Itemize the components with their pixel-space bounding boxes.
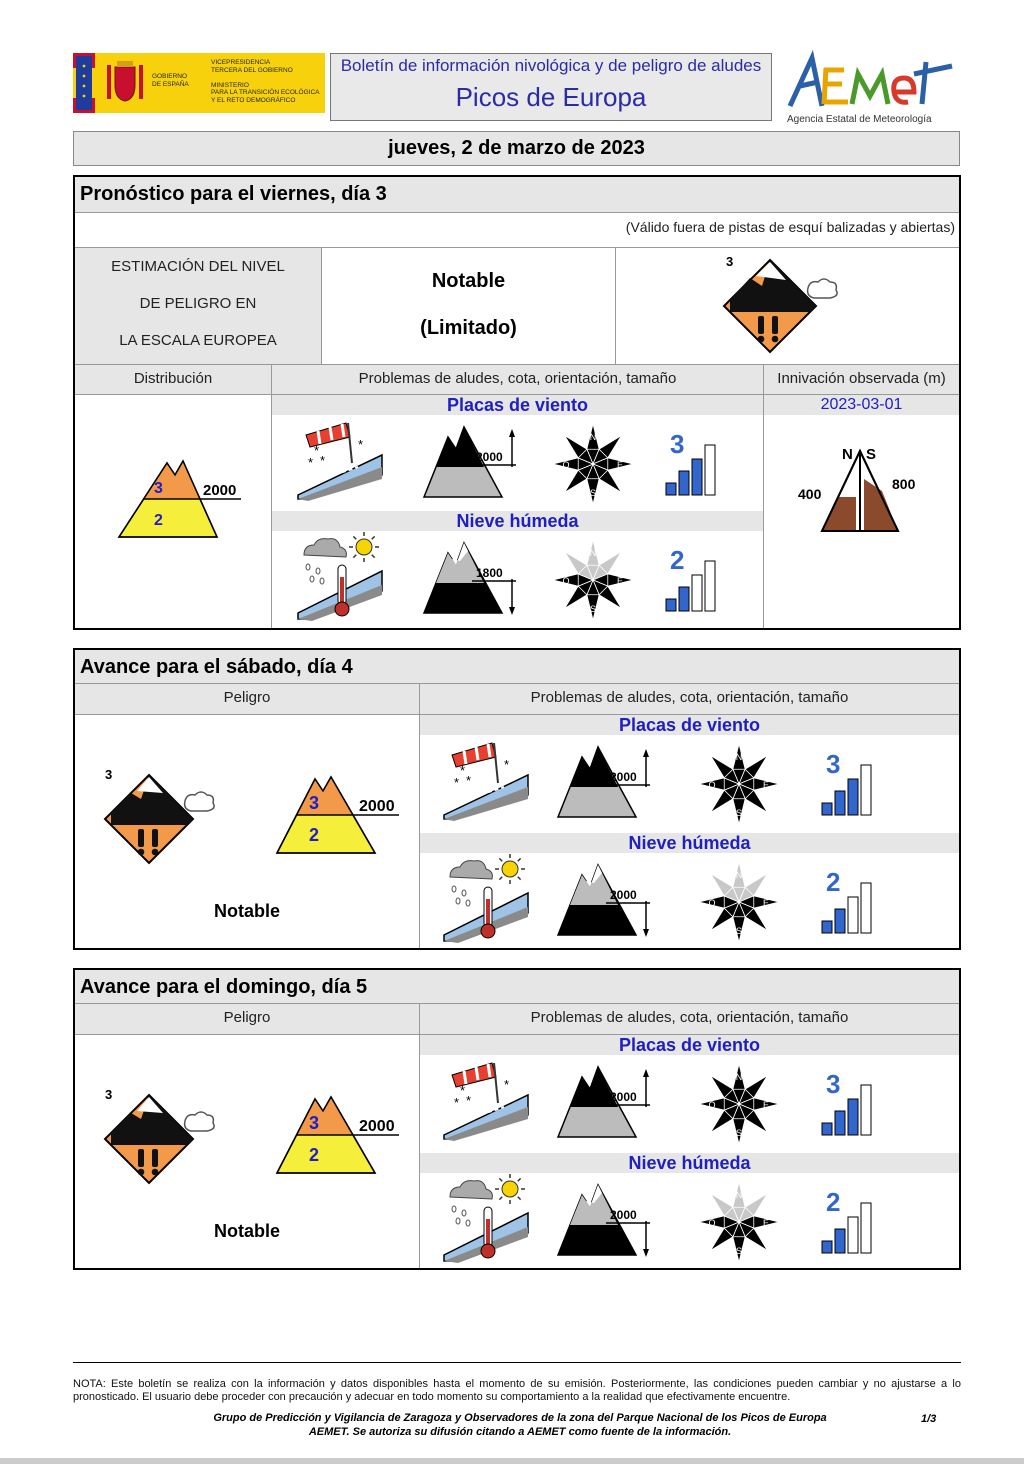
validity-note: (Válido fuera de pistas de esquí balizadas y abiertas)	[625, 219, 955, 235]
altitude-icon	[556, 1061, 652, 1141]
outlook-problems-area	[419, 714, 959, 948]
footer-line-1: Grupo de Predicción y Vigilancia de Zaragoza y Observadores de la zona del Parque Nacional de los Picos de Europa	[213, 1412, 827, 1424]
region-name: Picos de Europa	[455, 82, 647, 112]
svg-text:O: O	[708, 780, 716, 790]
ministry-name: VICEPRESIDENCIA TERCERA DEL GOBIERNO MINISTERIO PARA LA TRANSICIÓN ECOLÓGICA Y EL RETO DEMOGRÁFICO	[211, 59, 320, 104]
aspect-compass-icon	[694, 739, 784, 829]
wind-slab-icon	[444, 739, 534, 819]
svg-text:N: N	[735, 870, 743, 880]
forecast-section	[73, 175, 961, 630]
wind-slab-icon	[298, 419, 388, 499]
estimation-line-3: LA ESCALA EUROPEA	[119, 332, 277, 349]
outlook-sunday-title: Avance para el domingo, día 5	[75, 970, 959, 1004]
problem-1-row	[420, 735, 960, 833]
svg-text:2: 2	[309, 825, 320, 845]
estimation-label	[75, 247, 321, 364]
svg-text:2000: 2000	[610, 770, 637, 784]
svg-text:O: O	[562, 460, 570, 470]
svg-text:3: 3	[309, 793, 320, 813]
danger-level-icon-cell	[615, 247, 959, 364]
svg-text:2000: 2000	[359, 1118, 395, 1135]
svg-text:3: 3	[826, 749, 841, 779]
svg-text:*: *	[358, 437, 364, 452]
outlook-danger-cell	[75, 1034, 419, 1268]
footer-credits	[150, 1411, 890, 1439]
altitude-icon	[556, 741, 652, 821]
snowcover-icon	[798, 445, 928, 535]
col-danger: Peligro	[75, 684, 419, 714]
aspect-compass-icon	[694, 1177, 784, 1267]
svg-text:E: E	[616, 576, 624, 586]
estimation-line-1: ESTIMACIÓN DEL NIVEL	[111, 258, 285, 275]
col-snowcover: Innivación observada (m)	[763, 364, 959, 394]
svg-text:*: *	[466, 1093, 472, 1108]
wind-slab-icon	[444, 1059, 534, 1139]
problem-1-title: Placas de viento	[420, 1035, 959, 1055]
outlook-danger-cell	[75, 714, 419, 948]
svg-text:2000: 2000	[610, 1090, 637, 1104]
col-problems: Problemas de aludes, cota, orientación, tamaño	[419, 684, 959, 714]
svg-text:*: *	[504, 757, 510, 772]
svg-text:3: 3	[105, 1087, 113, 1102]
svg-text:N: N	[589, 432, 597, 442]
svg-text:*: *	[466, 773, 472, 788]
svg-text:*: *	[308, 455, 314, 470]
svg-text:2000: 2000	[359, 798, 395, 815]
aspect-compass-icon	[548, 419, 638, 509]
avalanche-size-icon	[662, 541, 732, 615]
problem-2-title: Nieve húmeda	[272, 511, 763, 531]
page-number: 1/3	[921, 1413, 937, 1425]
svg-text:S: S	[589, 488, 597, 498]
disclaimer-note: NOTA: Este boletín se realiza con la información y datos disponibles hasta el momento de su emisión. Posteriormente, las condiciones pueden cambiar y no ajustarse a lo pronosticado. El usuario debe proceder con precaución y adecuar en todo momento su comportamiento a la realidad que efectivamente encuentre.	[73, 1362, 961, 1404]
altitude-distribution-icon	[275, 1091, 405, 1181]
svg-text:2000: 2000	[476, 450, 503, 464]
snowcover-date: 2023-03-01	[764, 395, 959, 415]
wet-snow-icon	[444, 1175, 534, 1261]
col-problems: Problemas de aludes, cota, orientación, tamaño	[271, 364, 763, 394]
forecast-title: Pronóstico para el viernes, día 3	[75, 177, 959, 213]
problems-area	[271, 394, 763, 628]
estimation-line-2: DE PELIGRO EN	[139, 295, 257, 312]
snowcover-south-value: 800	[892, 476, 916, 492]
svg-text:2: 2	[670, 545, 685, 575]
svg-text:S: S	[735, 808, 743, 818]
avalanche-size-icon	[818, 863, 888, 937]
issue-date: jueves, 2 de marzo de 2023	[73, 131, 960, 166]
snowcover-north-label: N	[842, 446, 853, 463]
coat-of-arms-icon	[103, 59, 147, 107]
avalanche-size-icon	[662, 425, 732, 499]
danger-level-3-icon	[105, 1085, 235, 1195]
altitude-distribution-icon	[275, 771, 405, 861]
svg-text:N: N	[735, 1072, 743, 1082]
svg-text:*: *	[460, 1083, 466, 1098]
svg-text:O: O	[708, 1100, 716, 1110]
svg-text:E: E	[762, 1218, 770, 1228]
agency-name: Agencia Estatal de Meteorología	[787, 114, 932, 125]
outlook-level-name: Notable	[213, 1221, 280, 1241]
altitude-icon	[556, 1179, 652, 1259]
danger-level-alt: (Limitado)	[420, 317, 517, 339]
altitude-icon	[556, 859, 652, 939]
outlook-problems-area	[419, 1034, 959, 1268]
bulletin-title: Boletín de información nivológica y de peligro de aludes	[340, 56, 762, 75]
footer-line-2: AEMET. Se autoriza su difusión citando a AEMET como fuente de la información.	[308, 1426, 732, 1438]
altitude-icon	[422, 421, 518, 501]
col-danger: Peligro	[75, 1004, 419, 1034]
danger-level-3-icon	[105, 765, 235, 875]
problem-1-row	[420, 1055, 960, 1153]
bulletin-title-box	[330, 53, 772, 121]
problem-1-row	[272, 415, 764, 511]
svg-text:*: *	[320, 453, 326, 468]
svg-text:N: N	[589, 548, 597, 558]
altitude-icon	[422, 537, 518, 617]
svg-text:E: E	[616, 460, 624, 470]
problem-2-title: Nieve húmeda	[420, 1153, 959, 1173]
dist-upper-level: 3	[154, 480, 163, 497]
svg-text:2000: 2000	[610, 888, 637, 902]
svg-text:N: N	[735, 1190, 743, 1200]
danger-level-name: Notable	[431, 270, 506, 292]
svg-text:S: S	[735, 1128, 743, 1138]
svg-text:2000: 2000	[610, 1208, 637, 1222]
wet-snow-icon	[298, 533, 388, 619]
avalanche-size-icon	[818, 745, 888, 819]
problem-2-title: Nieve húmeda	[420, 833, 959, 853]
danger-level-text	[321, 247, 615, 364]
svg-text:N: N	[735, 752, 743, 762]
page-bottom-border	[0, 1458, 1024, 1464]
snowcover-north-value: 400	[798, 486, 822, 502]
aspect-compass-icon	[694, 1059, 784, 1149]
svg-text:O: O	[708, 898, 716, 908]
svg-text:E: E	[762, 780, 770, 790]
svg-text:*: *	[454, 775, 460, 790]
col-distribution: Distribución	[75, 364, 271, 394]
avalanche-size-icon	[818, 1183, 888, 1257]
problem-1-title: Placas de viento	[420, 715, 959, 735]
svg-text:3: 3	[105, 767, 113, 782]
svg-text:*: *	[460, 763, 466, 778]
aemet-wordmark	[786, 52, 958, 112]
avalanche-size-icon	[818, 1065, 888, 1139]
svg-text:S: S	[589, 604, 597, 614]
gov-name: GOBIERNO DE ESPAÑA	[152, 73, 189, 88]
snowcover-cell	[763, 394, 959, 628]
svg-text:2: 2	[309, 1145, 320, 1165]
outlook-saturday-title: Avance para el sábado, día 4	[75, 650, 959, 684]
svg-text:E: E	[762, 1100, 770, 1110]
danger-level-3-icon	[720, 250, 850, 360]
snowcover-south-label: S	[866, 446, 877, 463]
problem-2-row	[420, 853, 960, 949]
aspect-compass-icon	[694, 857, 784, 947]
danger-level-number: 3	[726, 254, 734, 269]
svg-text:S: S	[735, 926, 743, 936]
aemet-logo	[786, 52, 958, 130]
problem-1-title: Placas de viento	[272, 395, 763, 415]
aspect-compass-icon	[548, 535, 638, 625]
problem-2-row	[420, 1173, 960, 1269]
svg-text:*: *	[504, 1077, 510, 1092]
svg-text:1800: 1800	[476, 566, 503, 580]
svg-text:O: O	[562, 576, 570, 586]
svg-text:3: 3	[309, 1113, 320, 1133]
government-logo	[73, 53, 325, 113]
eu-flag	[76, 56, 92, 110]
dist-lower-level: 2	[154, 512, 163, 529]
svg-text:*: *	[314, 443, 320, 458]
svg-text:3: 3	[826, 1069, 841, 1099]
svg-text:S: S	[735, 1246, 743, 1256]
outlook-sunday-section	[73, 968, 961, 1270]
svg-text:*: *	[454, 1095, 460, 1110]
svg-text:2: 2	[826, 867, 841, 897]
svg-text:2: 2	[826, 1187, 841, 1217]
problem-2-row	[272, 531, 764, 629]
svg-text:O: O	[708, 1218, 716, 1228]
outlook-level-name: Notable	[213, 901, 280, 921]
svg-text:3: 3	[670, 429, 685, 459]
outlook-saturday-section	[73, 648, 961, 950]
dist-altitude: 2000	[203, 482, 237, 499]
svg-text:E: E	[762, 898, 770, 908]
altitude-distribution-icon	[117, 455, 247, 545]
wet-snow-icon	[444, 855, 534, 941]
distribution-cell	[75, 394, 271, 628]
col-problems: Problemas de aludes, cota, orientación, tamaño	[419, 1004, 959, 1034]
